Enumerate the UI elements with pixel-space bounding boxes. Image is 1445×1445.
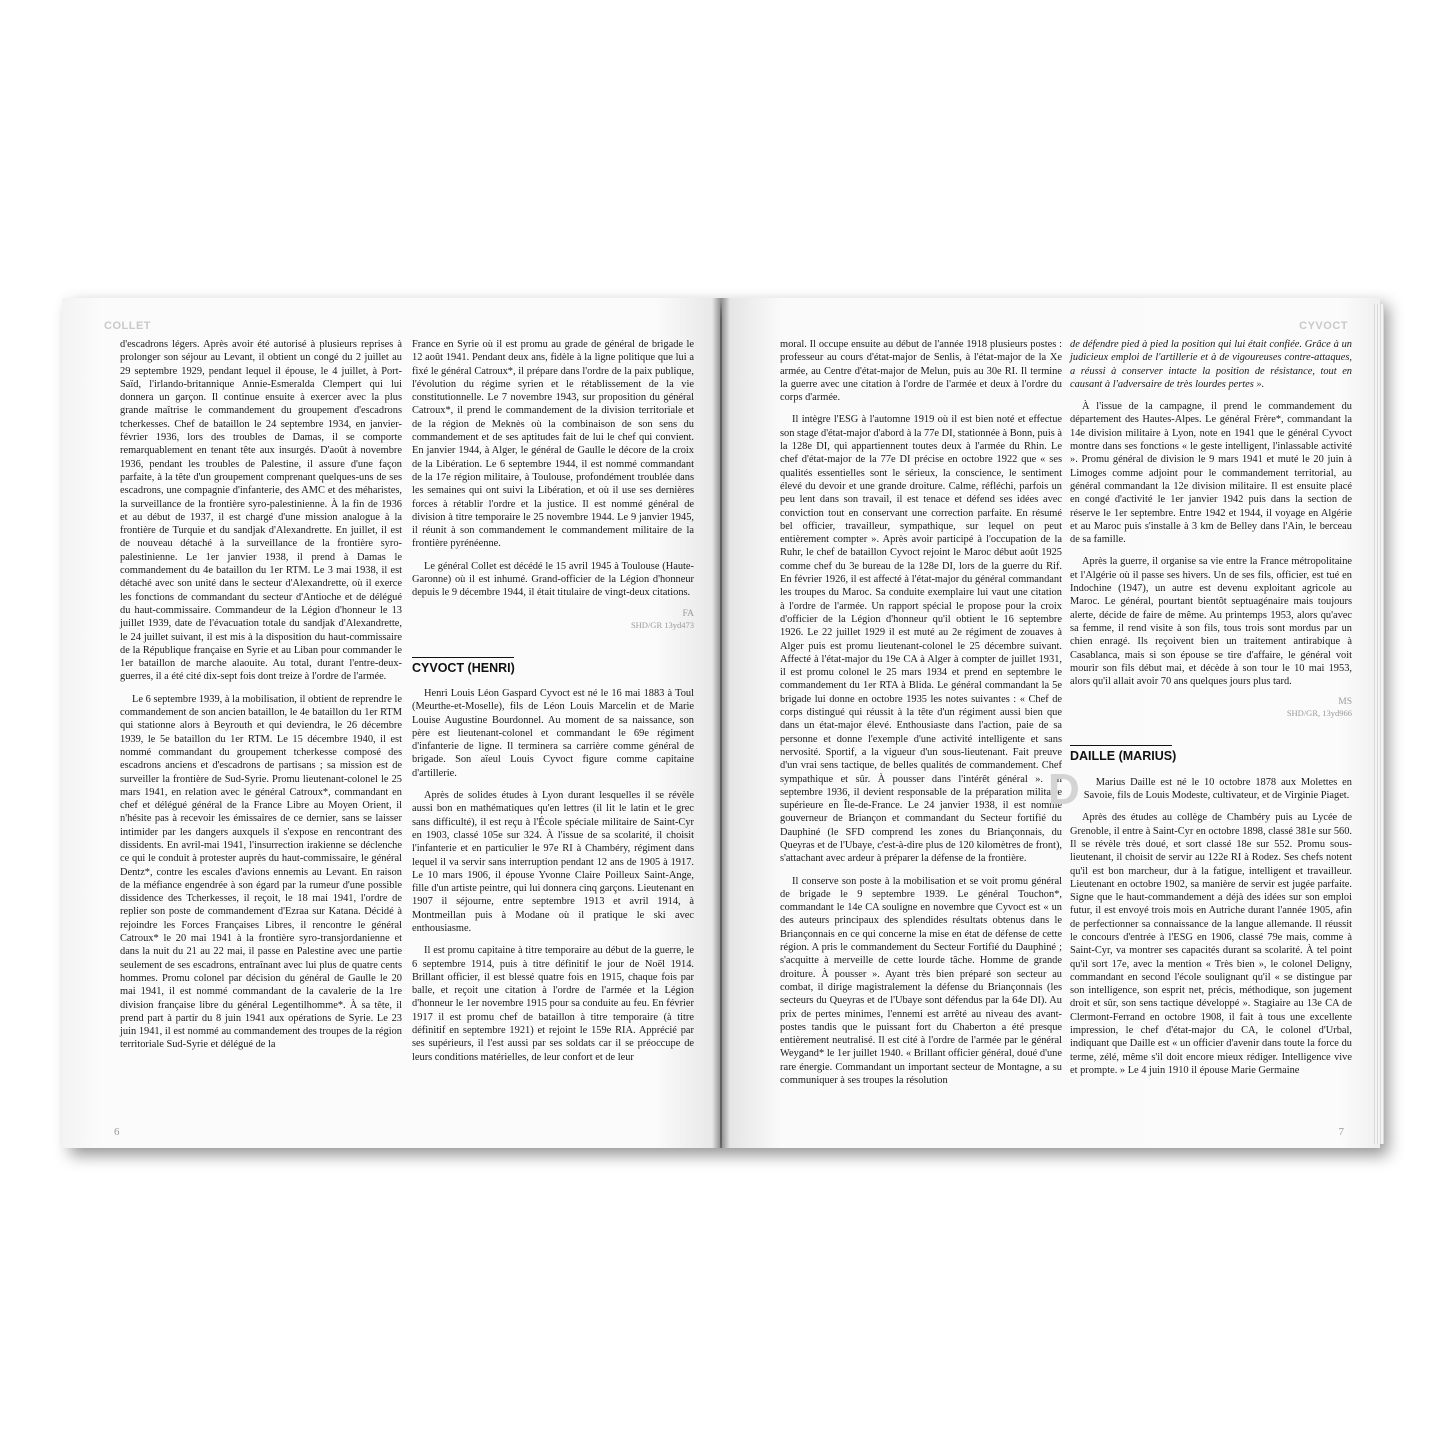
running-head-right: CYVOCT [1299,320,1348,332]
paragraph: Le 6 septembre 1939, à la mobilisation, il obtient de reprendre le commandement de son ancien bataillon, le 4e bataillon du 1er RTM qui stationne alors à Beyrouth et qui deviendra, le 26 décembre 1939, le 5e bataillon du 1er RTM. Le 15 décembre 1940, il est nommé commandant du groupement tcherkesse composé des escadrons anciens et d'escadrons de partisans ; sa mission est de surveiller la frontière de Sud-Syrie. Promu lieutenant-colonel le 25 mars 1941, en relation avec le général Catroux*, commandant en chef et délégué général de la France Libre au Moyen Orient, il n'hésite pas à recevoir les émissaires de ce dernier, sans se laisser intimider par les dangers auxquels il s'expose en rencontrant des dissidents. En avril-mai 1941, l'insurrection irakienne se déclenche ce qui le conduit à protester auprès du haut-commissaire, le général Dentz*, contre les escales d'avions ennemis au Levant. En raison de la méfiance engendrée à son égard par la rumeur d'une possible dissidence des Tcherkesses, il reçoit, le 18 mai 1941, l'ordre de replier son poste de commandement d'Ezraa sur Katana. Décidé à rejoindre les Forces Françaises Libres, il rencontre le général Catroux* le 20 mai 1941 à la frontière syro-transjordanienne et dans la nuit du 21 au 22 mai, il passe en Palestine avec une partie seulement de ses escadrons, entraînant avec lui plus de quatre cents hommes. Promu colonel par décision du général de Gaulle le 20 mai 1941, il est nommé commandant de la cavalerie de la 1re division française libre du général Legentilhomme*. À sa tête, il prend part à partir du 8 juin 1941 aux opérations de Syrie. Le 23 juin 1941, il est nommé au commandement des troupes de la région territoriale Sud-Syrie et délégué de la [120,693,402,1051]
paragraph: moral. Il occupe ensuite au début de l'année 1918 plusieurs postes : professeur au cours d'état-major de Senlis, à l'état-major de la Xe armée, au Centre d'état-major de Melun, puis au 30e RI. Il termine la guerre avec une citation à l'ordre de l'armée et deux à l'ordre du corps d'armée. [780,339,1062,404]
entry-title-daille: DAILLE (MARIUS) [1070,745,1172,763]
archive-reference: SHD/GR 13yd473 [630,619,694,630]
paragraph: Henri Louis Léon Gaspard Cyvoct est né le 16 mai 1883 à Toul (Meurthe-et-Moselle), fils de Léon Louis Marcelin et de Marie Louise Augustine Bourdonnel. Au moment de sa naissance, son père est lieutenant-colonel et commandant le 69e régiment d'infanterie de ligne. Il terminera sa carrière comme général de brigade. Son aïeul Louis Cyvoct figure comme capitaine d'artillerie. [412,687,694,779]
right-column-1 [780,338,1062,1096]
right-page [722,298,1380,1148]
page-edges [1374,304,1384,1144]
paragraph: Il est promu capitaine à titre temporaire au début de la guerre, le 6 septembre 1914, puis à titre définitif le jour de Noël 1914. Brillant officier, il est blessé quatre fois en 1915, chaque fois par balle, et reçoit une citation à l'ordre de l'armée et la Légion d'honneur le 1er novembre 1915 pour sa conduite au feu. En février 1917 il est promu chef de bataillon à titre temporaire (à titre définitif en septembre 1921) et rejoint le 159e RIA. Apprécié par ses supérieurs, il l'est aussi par ses soldats car il se préoccupe de leurs conditions matérielles, de leur confort et de leur [412,945,694,1063]
paragraph: Il conserve son poste à la mobilisation et se voit promu général de brigade le 9 septembre 1939. Le général Touchon*, commandant le 14e CA souligne en novembre que Cyvoct est « un des auteurs principaux des splendides résultats obtenus dans le Briançonnais en ce qui concerne la mise en état de défense de cette région. A pris le commandement du Secteur Fortifié du Dauphiné ; s'acquitte à merveille de cette lourde tâche. Homme de grande droiture. À pousser ». Ayant très bien préparé son secteur au combat, il dirige magistralement la défense du Briançonnais (les secteurs du Queyras et de l'Ubaye sont défendus par la 64e DI). Au prix de pertes minimes, l'ennemi est arrêté au niveau des avant-postes tandis que le puissant fort du Chaberton a été presque entièrement neutralisé. Il est cité à l'ordre de l'armée par le général Weygand* le 1er juillet 1940. « Brillant officier général, doué d'une rare énergie. Commandant un important secteur de Montagne, a su communiquer à ses troupes la résolution [780,875,1062,1087]
left-page [62,298,720,1148]
paragraph: France en Syrie où il est promu au grade de général de brigade le 12 août 1941. Pendant deux ans, fidèle à la ligne politique que lui a fixé le général Catroux*, il prépare dans l'ordre de la paix publique, l'évolution du régime syrien et le rétablissement de la vie constitutionnelle. Le 7 novembre 1943, sur proposition du général Catroux*, il prend le commandement de la division territoriale et de la région de Meknès où la combinaison de son sens du commandement et de ses aptitudes fait de lui le chef qui convient. En janvier 1944, à Alger, le général de Gaulle le décore de la croix de la Libération. Le 6 septembre 1944, il est nommé commandant de la 17e région militaire, à Toulouse, profondément troublée dans les semaines qui ont suivi la Libération, et où il use ses dernières forces à rétablir l'ordre et la justice. Il est nommé général de division à titre temporaire le 25 novembre 1944. Le 9 janvier 1945, il réunit à son commandement le commandement militaire de la frontière pyrénéenne. [412,339,694,550]
paragraph: Après la guerre, il organise sa vie entre la France métropolitaine et l'Algérie où il passe ses hivers. Un de ses fils, officier, est tué en Indochine (1947), un autre est devenu exploitant agricole au Maroc. Le général, pourtant bientôt septuagénaire mais toujours alerte, décide de faire de même. Au printemps 1953, alors qu'avec sa femme, il rend visite à son fils, tous trois sont mordus par un chien enragé. Ils reçoivent bien un traitement antirabique à Casablanca, mais si son épouse se tire d'affaire, le général voit mourir son fils début mai, et décède à son tour le 10 mai 1953, alors qu'il allait avoir 70 ans quelques jours plus tard. [1070,556,1352,688]
entry-title-cyvoct: CYVOCT (HENRI) [412,657,514,675]
author-signature [1070,697,1352,719]
quote-continuation: de défendre pied à pied la position qui lui était confiée. Grâce à un judicieux emploi de l'artillerie et à de vigoureuses contre-attaques, a réussi à conserver intacte la position de résistance, tout en causant à l'adversaire de très lourdes pertes ». [1070,339,1352,390]
paragraph: Après de solides études à Lyon durant lesquelles il se révèle aussi bon en mathématiques qu'en lettres (il lit le latin et le grec sans difficulté), il est reçu à l'École spéciale militaire de Saint-Cyr en 1903, classé 105e sur 324. À l'issue de sa scolarité, il choisit l'infanterie et en particulier le 97e RI à Chambéry, régiment dans lequel il va servir sans interruption pendant 12 ans de 1905 à 1917. Le 10 mars 1906, il épouse Yvonne Claire Poilleux Saint-Ange, fille d'un artiste peintre, qui lui donnera cinq garçons. Lieutenant en 1907 il séjourne, entre septembre 1913 et avril 1914, à Montmeillan puis à Modane où il pratique le ski avec enthousiasme. [412,790,694,934]
author-signature [412,609,694,631]
open-book [62,298,1380,1148]
archive-reference: SHD/GR, 13yd966 [1286,708,1352,719]
author-initials: FA [682,608,694,619]
paragraph: Marius Daille est né le 10 octobre 1878 aux Molettes en Savoie, fils de Louis Modeste, cultivateur, et de Virginie Piaget. [1083,776,1352,802]
paragraph: d'escadrons légers. Après avoir été autorisé à plusieurs reprises à prolonger son séjour au Levant, il obtient un congé du 2 juillet au 29 septembre 1929, pendant lequel il épouse, le 4 juillet, à Port-Saïd, l'irlando-britannique Annie-Esmeralda Clempert qui lui donnera un garçon. Il continue ensuite à exercer avec la plus grande maîtrise le commandement du groupement d'escadrons tcherkesses. Chef de bataillon le 24 septembre 1934, en janvier-février 1936, lors des troubles de Damas, il se comporte remarquablement en tenant tête aux insurgés. D'août à novembre 1936, pendant les troubles de Palestine, il assure d'une façon parfaite, à la tête d'un groupement comprenant quelques-uns de ses escadrons, une compagnie d'infanterie, des AMC et des méharistes, la surveillance de la frontière syro-palestinienne. À la fin de 1936 et au début de 1937, il est chargé d'une mission analogue à la frontière de Turquie et du sandjak d'Alexandrette. En juillet, il est de nouveau détaché à la surveillance de la frontière syro-palestinienne. Le 1er janvier 1938, il prend à Damas le commandement du 4e bataillon du 1er RTM. Le 3 mai 1938, il est détaché avec son unité dans le secteur d'Alexandrette, où il exerce les fonctions de commandant du secteur d'Antioche et de délégué du haut-commissaire. Commandeur de la Légion d'honneur le 13 juillet 1939, date de l'évacuation totale du sandjak d'Alexandrette, le 24 juillet suivant, il est mis à la disposition du haut-commissaire de la République française en Syrie et au Liban pour commander le 1er bataillon de marche alaouite. Au total, durant l'entre-deux-guerres, il a été cité dix-sept fois dont treize à l'ordre de l'armée. [120,339,402,683]
left-column-2 [412,338,694,1073]
paragraph: À l'issue de la campagne, il prend le commandement du département des Hautes-Alpes. Le général Frère*, commandant la 14e division militaire à Lyon, note en 1941 que le général Cyvoct montre dans ses fonctions « le geste intelligent, l'inlassable activité ». Promu général de division le 9 mars 1941 et muté le 20 juin à Limoges comme adjoint pour le commandement territorial, au général commandant la 12e division militaire. Il est ensuite placé en congé d'activité le 1er janvier 1942 puis dans la section de réserve le 1er septembre. Entre 1942 et 1944, il voyage en Algérie et au Maroc puis s'installe à 3 km de Belley dans l'Ain, le berceau de sa famille. [1070,401,1352,546]
page-number-left: 6 [114,1126,120,1138]
running-head-left: COLLET [104,320,151,332]
dropcap-letter: D [1048,764,1080,814]
left-column-1 [120,338,402,1061]
author-initials: MS [1338,697,1352,708]
right-column-2 [1048,338,1352,1086]
paragraph: Il intègre l'ESG à l'automne 1919 où il est bien noté et effectue son stage d'état-major d'abord à la 77e DI, stationnée à Bonn, puis à la 128e DI, qui appartiennent toutes deux à l'armée du Rhin. Le chef d'état-major de la 77e DI précise en octobre 1922 que « ses qualités essentielles sont le sérieux, la conscience, le sentiment élevé du devoir et une grande droiture. Calme, réfléchi, parfois un peu lent dans son travail, il est tenace et défend ses idées avec conviction tout en conservant une correction parfaite. En résumé bel officier, travailleur, sympathique, sur lequel on peut entièrement compter ». Après avoir participé à l'occupation de la Ruhr, le chef de bataillon Cyvoct rejoint le Maroc début août 1925 comme chef du 3e bureau de la 128e DI, lors de la guerre du Rif. En février 1926, il est affecté à l'état-major du général commandant les troupes du Maroc. Sa conduite exemplaire lui vaut une citation à l'ordre de l'armée. Un rapport spécial le propose pour la croix d'officier de la Légion d'honneur qu'il obtient le 16 septembre 1926. Le 22 juillet 1929 il est muté au 2e régiment de zouaves à Alger puis est promu lieutenant-colonel le 25 décembre suivant. Affecté à l'état-major du 19e CA à Alger à compter de juillet 1931, il est promu colonel le 25 mars 1934 et prend en septembre le commandement du 1er RTA à Blida. Le général commandant la 5e brigade lui donne en octobre 1935 les notes suivantes : « Chef de corps distingué qui réussit à la tête d'un régiment aussi bien que dans un état-major élevé. Enthousiaste dans l'action, paie de sa personne et donne l'exemple d'une activité intelligente et sans nervosité. Sportif, a la vigueur d'un sous-lieutenant. Fait preuve d'un vrai sens tactique, de belles qualités de commandement. Chef sympathique et sûr. À pousser dans l'intérêt général ». En septembre 1936, il devient responsable de la préparation militaire supérieure en Île-de-France. Le 24 janvier 1938, il est nommé gouverneur de Briançon et commandant du Secteur fortifié du Dauphiné (le SFD comprend les zones du Briançonnais, du Queyras et de l'Ubaye, c'est-à-dire plus de 120 kilomètres de front), s'attachant avec ardeur à préparer la défense de la frontière. [780,414,1062,865]
paragraph: Après des études au collège de Chambéry puis au Lycée de Grenoble, il entre à Saint-Cyr en octobre 1898, classé 381e sur 560. Il se révèle très doué, et sort classé 18e sur 552. Promu sous-lieutenant, il choisit de servir au 122e RI à Rodez. Ses chefs notent qu'il est bon marcheur, dur à la fatigue, intelligent et travailleur. Lieutenant en octobre 1902, sa manière de servir est jugée parfaite. Signe que le haut-commandement a déjà des idées sur son emploi futur, il est envoyé trois mois en Autriche durant l'année 1905, afin de perfectionner sa connaissance de la langue allemande. Il réussit le concours d'entrée à l'ESG en 1906, classé 79e mais, comme à Saint-Cyr, va montrer ses capacités durant sa scolarité. À tel point qu'il sort 17e, avec la mention « Très bien », le colonel Deligny, commandant en second l'école soulignant qu'il « se distingue par son intelligence, son esprit net, précis, méthodique, son jugement droit et sûr, son sens tactique développé ». Stagiaire au 13e CA de Clermont-Ferrand en octobre 1908, il fait à tous une excellente impression, le chef d'état-major du CA, le colonel d'Urbal, indiquant que Daille est « un officier d'avenir dans toute la force du terme, zélé, même s'il doit encore mieux rédiger. Intelligence vive et prompte. » Le 4 juin 1910 il épouse Marie Germaine [1070,812,1352,1076]
paragraph: Le général Collet est décédé le 15 avril 1945 à Toulouse (Haute-Garonne) où il est inhumé. Grand-officier de la Légion d'honneur depuis le 9 décembre 1944, il était titulaire de vingt-deux citations. [412,560,694,599]
book-gutter [712,298,730,1148]
page-number-right: 7 [1338,1126,1344,1138]
